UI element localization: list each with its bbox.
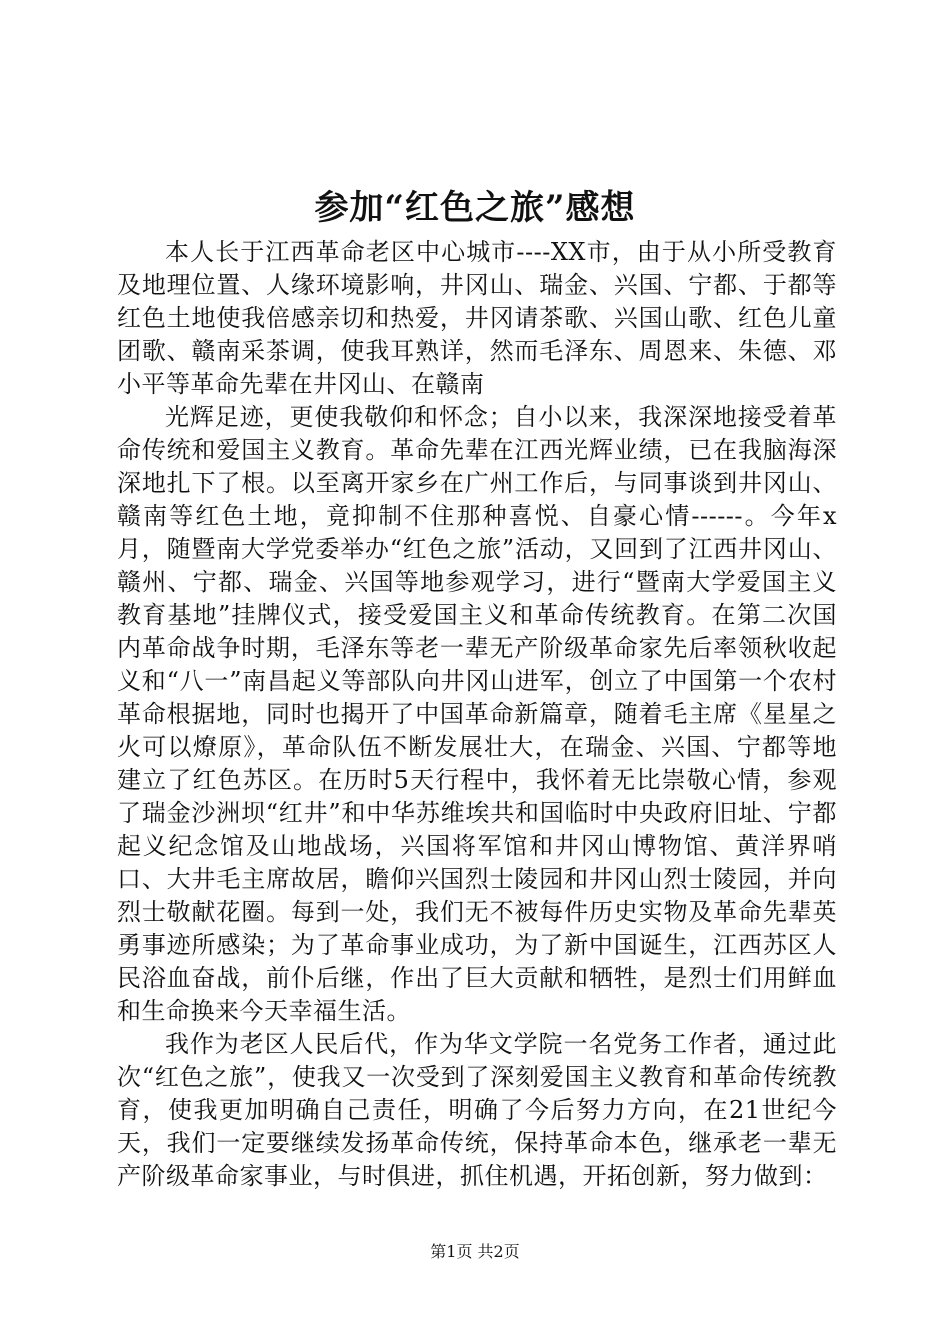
document-title: 参加“红色之旅”感想: [314, 188, 636, 228]
paragraph: 本人长于江西革命老区中心城市----XX市，由于从小所受教育及地理位置、人缘环境影响，井冈山、瑞金、兴国、宁都、于都等红色土地使我倍感亲切和热爱，井冈请茶歌、兴国山歌、红色儿童团歌、赣南采茶调，使我耳熟详，然而毛泽东、周恩来、朱德、邓小平等革命先辈在井冈山、在赣南: [117, 238, 837, 398]
paragraph: 光辉足迹，更使我敬仰和怀念；自小以来，我深深地接受着革命传统和爱国主义教育。革命先辈在江西光辉业绩，已在我脑海深深地扎下了根。以至离开家乡在广州工作后，与同事谈到井冈山、赣南等红色土地，竟抑制不住那种喜悦、自豪心情------。今年x月，随暨南大学党委举办“红色之旅”活动，又回到了江西井冈山、赣州、宁都、瑞金、兴国等地参观学习，进行“暨南大学爱国主义教育基地”挂牌仪式，接受爱国主义和革命传统教育。在第二次国内革命战争时期，毛泽东等老一辈无产阶级革命家先后率领秋收起义和“八一”南昌起义等部队向井冈山进军，创立了中国第一个农村革命根据地，同时也揭开了中国革命新篇章，随着毛主席《星星之火可以燎原》，革命队伍不断发展壮大，在瑞金、兴国、宁都等地建立了红色苏区。在历时5天行程中，我怀着无比崇敬心情，参观了瑞金沙洲坝“红井”和中华苏维埃共和国临时中央政府旧址、宁都起义纪念馆及山地战场，兴国将军馆和井冈山博物馆、黄洋界哨口、大井毛主席故居，瞻仰兴国烈士陵园和井冈山烈士陵园，并向烈士敬献花圈。每到一处，我们无不被每件历史实物及革命先辈英勇事迹所感染；为了革命事业成功，为了新中国诞生，江西苏区人民浴血奋战，前仆后继，作出了巨大贡献和牺牲，是烈士们用鲜血和生命换来今天幸福生活。: [117, 403, 837, 1025]
paragraph: 我作为老区人民后代，作为华文学院一名党务工作者，通过此次“红色之旅”，使我又一次受到了深刻爱国主义教育和革命传统教育，使我更加明确自己责任，明确了今后努力方向，在21世纪今天，我们一定要继续发扬革命传统，保持革命本色，继承老一辈无产阶级革命家事业，与时俱进，抓住机遇，开拓创新，努力做到：: [117, 1030, 837, 1190]
document-body: [117, 236, 837, 1193]
page-footer: 第1页 共2页: [430, 1242, 520, 1261]
